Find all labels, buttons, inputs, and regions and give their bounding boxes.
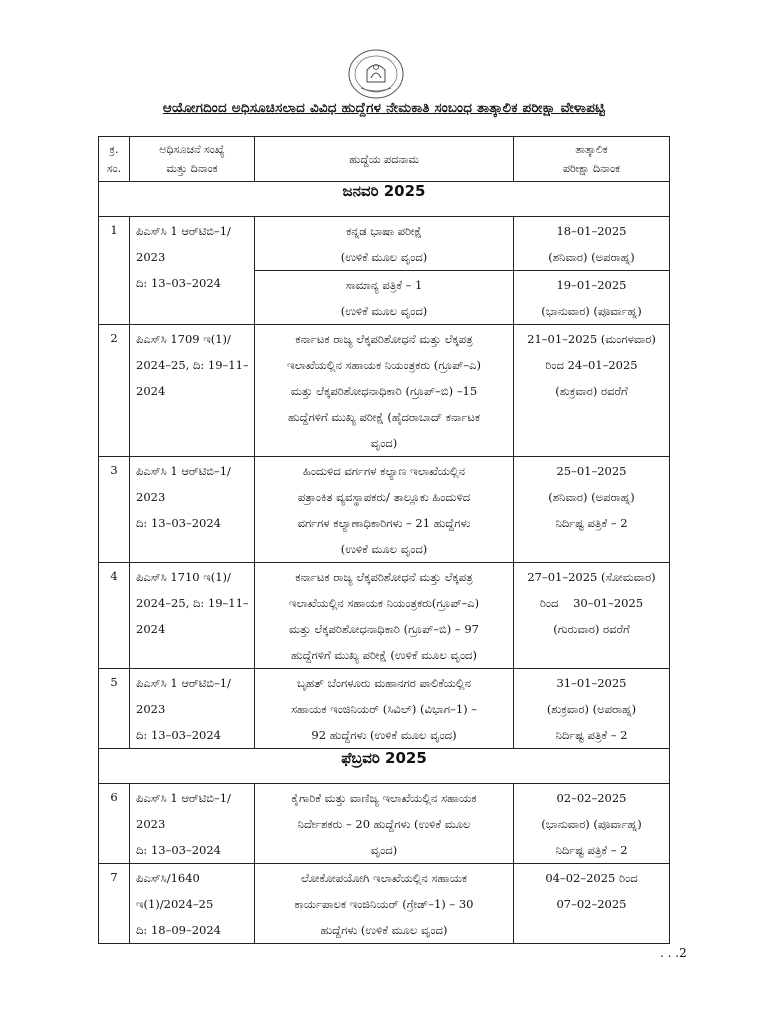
sl-cell: 6 (99, 784, 130, 864)
notification-cell: ಪಿಎಸ್‌ಸಿ 1709 ಇ(1)/ 2024–25, ದಿ: 19–11– 2024 (130, 325, 255, 457)
table-row (99, 563, 670, 669)
date-cell: 31–01–2025 (ಶುಕ್ರವಾರ) (ಅಪರಾಹ್ನ) ನಿರ್ದಿಷ್ಟ ಪತ್ರಿಕೆ – 2 (514, 669, 670, 749)
date-cell: 25–01–2025 (ಶನಿವಾರ) (ಅಪರಾಹ್ನ) ನಿರ್ದಿಷ್ಟ ಪತ್ರಿಕೆ – 2 (514, 457, 670, 563)
notification-cell: ಪಿಎಸ್‌ಸಿ/1640 ಇ(1)/2024–25 ದಿ: 18–09–2024 (130, 864, 255, 944)
post-cell: ಕೈಗಾರಿಕೆ ಮತ್ತು ವಾಣಿಜ್ಯ ಇಲಾಖೆಯಲ್ಲಿನ ಸಹಾಯಕ ನಿರ್ದೇಶಕರು – 20 ಹುದ್ದೆಗಳು (ಉಳಿಕೆ ಮೂಲ ವೃಂದ) (255, 784, 514, 864)
table-row (99, 457, 670, 563)
sl-cell: 7 (99, 864, 130, 944)
month-row-february (99, 749, 670, 784)
date-cell: 21–01–2025 (ಮಂಗಳವಾರ) ರಿಂದ 24–01–2025 (ಶುಕ್ರವಾರ) ರವರೆಗೆ (514, 325, 670, 457)
post-cell: ಕರ್ನಾಟಕ ರಾಜ್ಯ ಲೆಕ್ಕಪರಿಶೋಧನೆ ಮತ್ತು ಲೆಕ್ಕಪತ್ರ ಇಲಾಖೆಯಲ್ಲಿನ ಸಹಾಯಕ ನಿಯಂತ್ರಕರು(ಗ್ರೂಪ್–ಎ) ಮತ್ತು ಲೆಕ್ಕಪರಿಶೋಧನಾಧಿಕಾರಿ (ಗ್ರೂಪ್–ಬಿ) – 97 ಹುದ್ದೆಗಳಿಗೆ ಮುಖ್ಯ ಪರೀಕ್ಷೆ (ಉಳಿಕೆ ಮೂಲ ವೃಂದ) (255, 563, 514, 669)
table-row (99, 669, 670, 749)
table-header-row (99, 137, 670, 182)
sl-cell: 5 (99, 669, 130, 749)
exam-schedule-table (98, 136, 670, 944)
header-notification: ಅಧಿಸೂಚನೆ ಸಂಖ್ಯೆ ಮತ್ತು ದಿನಾಂಕ (130, 137, 255, 182)
date-cell: 27–01–2025 (ಸೋಮವಾರ) ರಿಂದ 30–01–2025 (ಗುರುವಾರ) ರವರೆಗೆ (514, 563, 670, 669)
month-heading: ಫೆಬ್ರವರಿ 2025 (99, 749, 670, 784)
sl-cell: 1 (99, 217, 130, 325)
page-title: ಆಯೋಗದಿಂದ ಅಧಿಸೂಚಿಸಲಾದ ವಿವಿಧ ಹುದ್ದೆಗಳ ನೇಮಕಾತಿ ಸಂಬಂಧ ತಾತ್ಕಾಲಿಕ ಪರೀಕ್ಷಾ ವೇಳಾಪಟ್ಟಿ (162, 100, 606, 116)
karnataka-emblem-icon (347, 48, 405, 100)
sl-cell: 3 (99, 457, 130, 563)
page-continuation-marker: . . .2 (660, 946, 687, 960)
notification-cell: ಪಿಎಸ್‌ಸಿ 1710 ಇ(1)/ 2024–25, ದಿ: 19–11– 2024 (130, 563, 255, 669)
header-sl: ಕ್ರ. ಸಂ. (99, 137, 130, 182)
date-cell: 18–01–2025 (ಶನಿವಾರ) (ಅಪರಾಹ್ನ) (514, 217, 670, 271)
notification-cell: ಪಿಎಸ್‌ಸಿ 1 ಆರ್‌ಟಿಬಿ–1/ 2023 ದಿ: 13–03–2024 (130, 217, 255, 325)
header-exam-date: ತಾತ್ಕಾಲಿಕ ಪರೀಕ್ಷಾ ದಿನಾಂಕ (514, 137, 670, 182)
sl-cell: 2 (99, 325, 130, 457)
month-heading: ಜನವರಿ 2025 (99, 182, 670, 217)
table-row (99, 325, 670, 457)
post-cell: ಹಿಂದುಳಿದ ವರ್ಗಗಳ ಕಲ್ಯಾಣ ಇಲಾಖೆಯಲ್ಲಿನ ಪತ್ರಾಂಕಿತ ವ್ಯವಸ್ಥಾಪಕರು/ ತಾಲ್ಲೂಕು ಹಿಂದುಳಿದ ವರ್ಗಗಳ ಕಲ್ಯಾಣಾಧಿಕಾರಿಗಳು – 21 ಹುದ್ದೆಗಳು (ಉಳಿಕೆ ಮೂಲ ವೃಂದ) (255, 457, 514, 563)
post-cell: ಬೃಹತ್ ಬೆಂಗಳೂರು ಮಹಾನಗರ ಪಾಲಿಕೆಯಲ್ಲಿನ ಸಹಾಯಕ ಇಂಜಿನಿಯರ್ (ಸಿವಿಲ್) (ವಿಭಾಗ–1) – 92 ಹುದ್ದೆಗಳು (ಉಳಿಕೆ ಮೂಲ ವೃಂದ) (255, 669, 514, 749)
notification-cell: ಪಿಎಸ್‌ಸಿ 1 ಆರ್‌ಟಿಬಿ–1/ 2023 ದಿ: 13–03–2024 (130, 457, 255, 563)
post-cell: ಸಾಮಾನ್ಯ ಪತ್ರಿಕೆ – 1 (ಉಳಿಕೆ ಮೂಲ ವೃಂದ) (255, 271, 514, 325)
header-post-name: ಹುದ್ದೆಯ ಪದನಾಮ (255, 137, 514, 182)
notification-cell: ಪಿಎಸ್‌ಸಿ 1 ಆರ್‌ಟಿಬಿ–1/ 2023 ದಿ: 13–03–2024 (130, 669, 255, 749)
notification-cell: ಪಿಎಸ್‌ಸಿ 1 ಆರ್‌ಟಿಬಿ–1/ 2023 ದಿ: 13–03–2024 (130, 784, 255, 864)
post-cell: ಕರ್ನಾಟಕ ರಾಜ್ಯ ಲೆಕ್ಕಪರಿಶೋಧನೆ ಮತ್ತು ಲೆಕ್ಕಪತ್ರ ಇಲಾಖೆಯಲ್ಲಿನ ಸಹಾಯಕ ನಿಯಂತ್ರಕರು (ಗ್ರೂಪ್–ಎ) ಮತ್ತು ಲೆಕ್ಕಪರಿಶೋಧನಾಧಿಕಾರಿ (ಗ್ರೂಪ್–ಬಿ) –15 ಹುದ್ದೆಗಳಿಗೆ ಮುಖ್ಯ ಪರೀಕ್ಷೆ (ಹೈದರಾಬಾದ್ ಕರ್ನಾಟಕ ವೃಂದ) (255, 325, 514, 457)
date-cell: 02–02–2025 (ಭಾನುವಾರ) (ಪೂರ್ವಾಹ್ನ) ನಿರ್ದಿಷ್ಟ ಪತ್ರಿಕೆ – 2 (514, 784, 670, 864)
table-row (99, 784, 670, 864)
month-row-january (99, 182, 670, 217)
date-cell: 19–01–2025 (ಭಾನುವಾರ) (ಪೂರ್ವಾಹ್ನ) (514, 271, 670, 325)
table-row (99, 864, 670, 944)
post-cell: ಲೋಕೋಪಯೋಗಿ ಇಲಾಖೆಯಲ್ಲಿನ ಸಹಾಯಕ ಕಾರ್ಯಪಾಲಕ ಇಂಜಿನಿಯರ್ (ಗ್ರೇಡ್–1) – 30 ಹುದ್ದೆಗಳು (ಉಳಿಕೆ ಮೂಲ ವೃಂದ) (255, 864, 514, 944)
table-row (99, 217, 670, 271)
sl-cell: 4 (99, 563, 130, 669)
post-cell: ಕನ್ನಡ ಭಾಷಾ ಪರೀಕ್ಷೆ (ಉಳಿಕೆ ಮೂಲ ವೃಂದ) (255, 217, 514, 271)
date-cell: 04–02–2025 ರಿಂದ 07–02–2025 (514, 864, 670, 944)
